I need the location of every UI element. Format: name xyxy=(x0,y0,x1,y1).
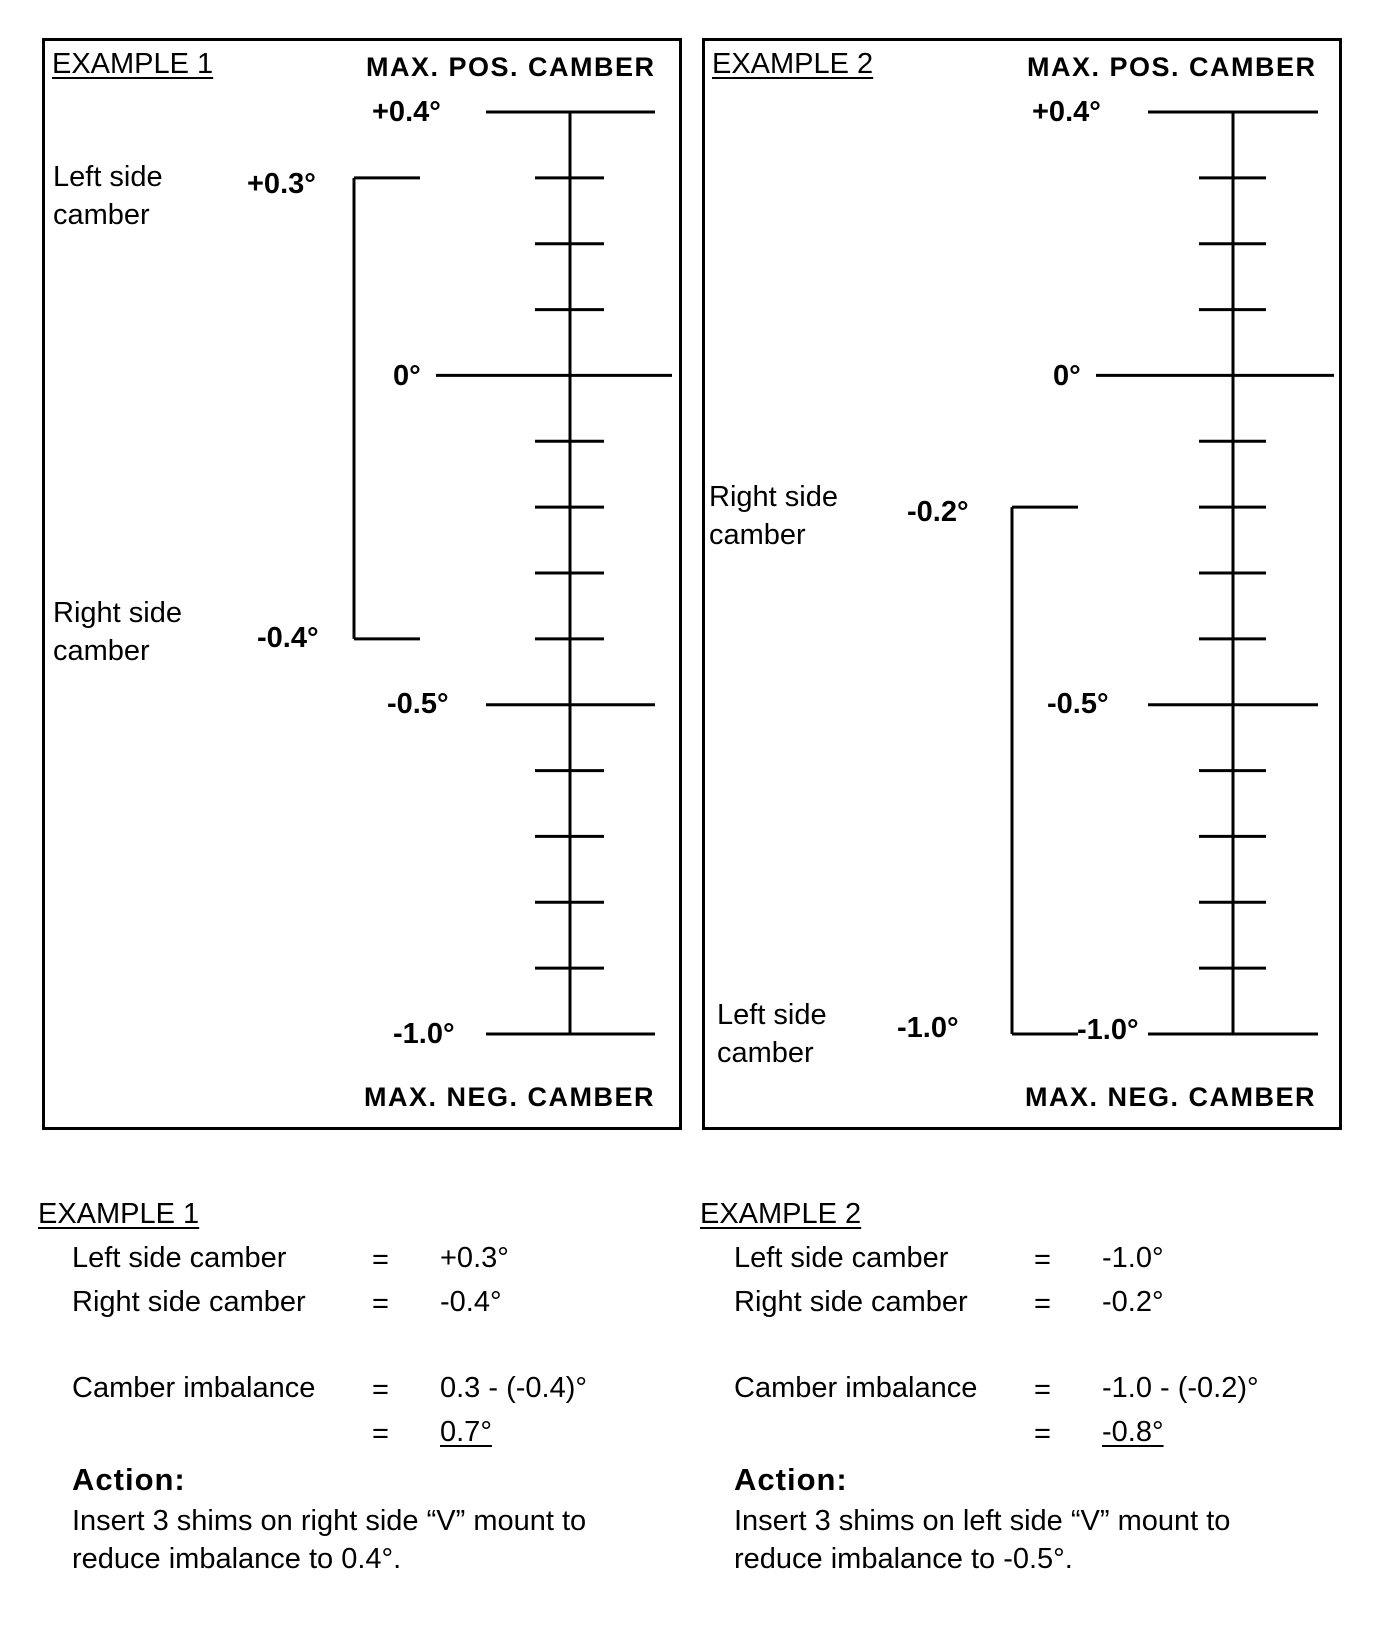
example-2-upper-value-label: -0.2° xyxy=(907,496,969,528)
example-2-diagram-title: EXAMPLE 2 xyxy=(712,48,874,80)
example-1-lower-value-label: -0.4° xyxy=(257,622,319,654)
example-2-result-eq: = xyxy=(1034,1418,1051,1450)
example-2-imbalance-label: Camber imbalance xyxy=(734,1372,978,1404)
example-2-left-camber-label: Left side camber xyxy=(734,1242,949,1274)
example-2-scale-top-label: +0.4° xyxy=(1032,96,1101,128)
example-1-left-camber-eq: = xyxy=(372,1244,389,1276)
example-1-result-value: 0.7° xyxy=(440,1416,492,1448)
example-2-lower-value-label: -1.0° xyxy=(897,1012,959,1044)
example-2-left-camber-value: -1.0° xyxy=(1102,1242,1164,1274)
example-1-imbalance-expr: 0.3 - (-0.4)° xyxy=(440,1372,587,1404)
example-1-left-camber-value: +0.3° xyxy=(440,1242,509,1274)
example-1-imbalance-eq: = xyxy=(372,1374,389,1406)
example-2-right-camber-value: -0.2° xyxy=(1102,1286,1164,1318)
example-1-right-camber-eq: = xyxy=(372,1288,389,1320)
example-2-right-camber-eq: = xyxy=(1034,1288,1051,1320)
example-1-result-eq: = xyxy=(372,1418,389,1450)
example-1-scale-zero-label: 0° xyxy=(393,360,421,392)
example-1-imbalance-label: Camber imbalance xyxy=(72,1372,316,1404)
example-1-max-pos-label: MAX. POS. CAMBER xyxy=(366,52,656,82)
example-2-max-pos-label: MAX. POS. CAMBER xyxy=(1027,52,1317,82)
example-2-lower-side-label: Left side camber xyxy=(717,999,827,1069)
example-1-scale-mid-label: -0.5° xyxy=(387,688,449,720)
example-2-left-camber-eq: = xyxy=(1034,1244,1051,1276)
example-1-action-text: Insert 3 shims on right side “V” mount to reduce imbalance to 0.4°. xyxy=(72,1505,587,1575)
example-2-max-neg-label: MAX. NEG. CAMBER xyxy=(1025,1082,1317,1112)
example-2-scale-zero-label: 0° xyxy=(1053,360,1081,392)
example-1-right-camber-label: Right side camber xyxy=(72,1286,306,1318)
example-1-diagram-title: EXAMPLE 1 xyxy=(52,48,214,80)
example-2-scale-bottom-label: -1.0° xyxy=(1077,1014,1139,1046)
example-2-upper-side-label: Right side camber xyxy=(709,481,838,551)
example-2-imbalance-expr: -1.0 - (-0.2)° xyxy=(1102,1372,1259,1404)
example-1-scale-top-label: +0.4° xyxy=(372,96,441,128)
example-1-right-camber-value: -0.4° xyxy=(440,1286,502,1318)
example-1-upper-value-label: +0.3° xyxy=(247,168,316,200)
example-1-scale-bottom-label: -1.0° xyxy=(393,1018,455,1050)
example-2-right-camber-label: Right side camber xyxy=(734,1286,968,1318)
example-1-max-neg-label: MAX. NEG. CAMBER xyxy=(364,1082,656,1112)
example-2-calc-title: EXAMPLE 2 xyxy=(700,1198,862,1230)
example-1-upper-side-label: Left side camber xyxy=(53,161,163,231)
example-1-calc-title: EXAMPLE 1 xyxy=(38,1198,200,1230)
example-2-action-title: Action: xyxy=(734,1462,848,1497)
example-1-left-camber-label: Left side camber xyxy=(72,1242,287,1274)
example-2-action-text: Insert 3 shims on left side “V” mount to reduce imbalance to -0.5°. xyxy=(734,1505,1231,1575)
example-2-imbalance-eq: = xyxy=(1034,1374,1051,1406)
example-2-scale-mid-label: -0.5° xyxy=(1047,688,1109,720)
example-1-lower-side-label: Right side camber xyxy=(53,597,182,667)
example-2-result-value: -0.8° xyxy=(1102,1416,1164,1448)
example-1-action-title: Action: xyxy=(72,1462,186,1497)
